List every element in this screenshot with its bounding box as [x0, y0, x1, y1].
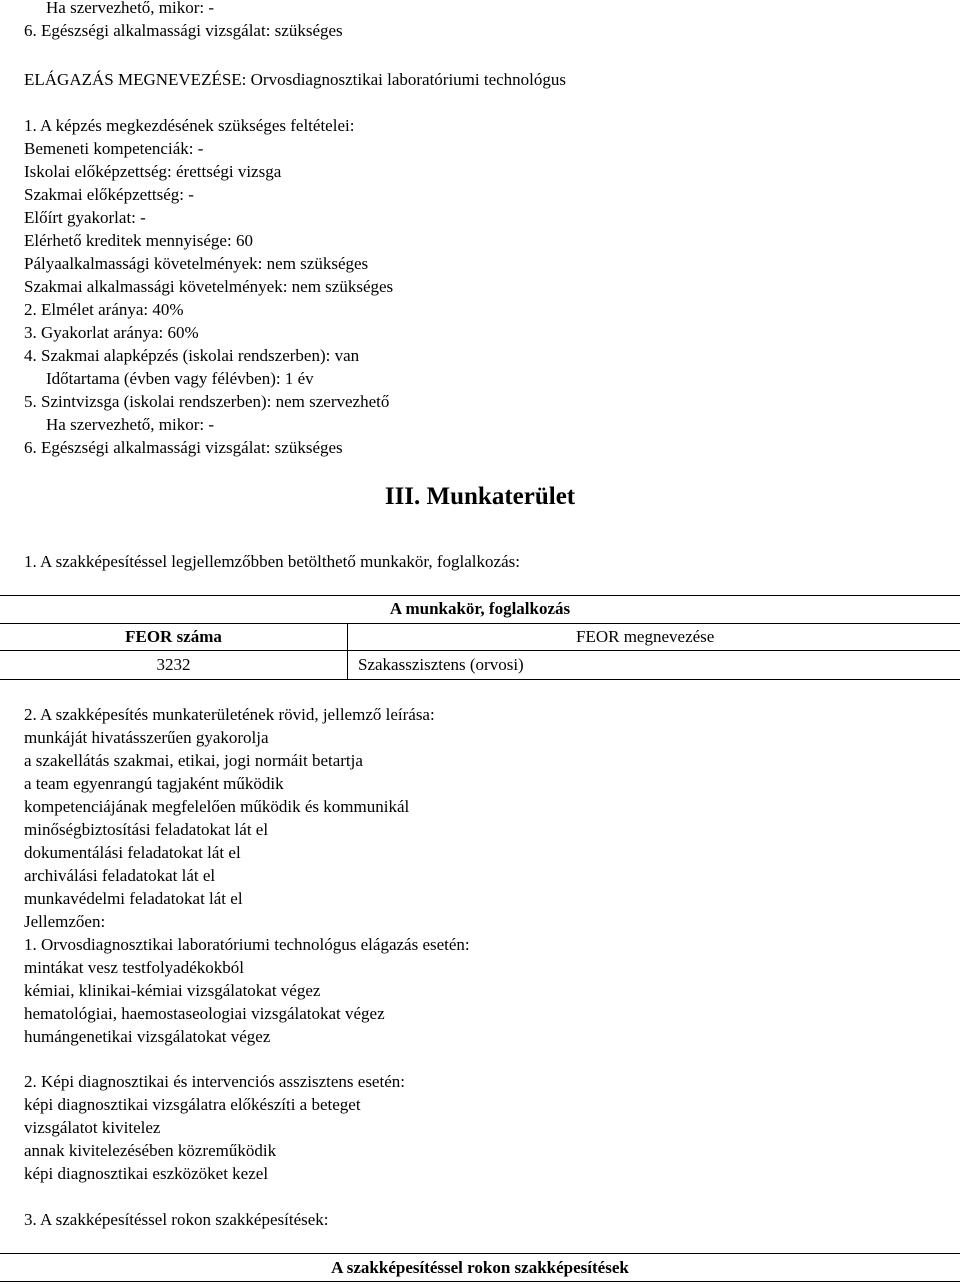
req-item: Előírt gyakorlat: - — [24, 208, 146, 227]
table-border-bottom — [0, 679, 960, 680]
req-item: 3. Gyakorlat aránya: 60% — [24, 323, 199, 342]
imaging-item: annak kivitelezésében közreműködik — [24, 1141, 277, 1160]
req-item: 1. A képzés megkezdésének szükséges feltételei: — [24, 116, 355, 135]
desc-item: hematológiai, haemostaseologiai vizsgálatokat végez — [24, 1004, 385, 1023]
section-1-heading: 1. A szakképesítéssel legjellemzőbben betölthető munkakör, foglalkozás: — [24, 552, 520, 571]
table-border-top — [0, 595, 960, 596]
desc-item: munkavédelmi feladatokat lát el — [24, 889, 243, 908]
desc-item: humángenetikai vizsgálatokat végez — [24, 1027, 271, 1046]
desc-item: a szakellátás szakmai, etikai, jogi normáit betartja — [24, 751, 363, 770]
req-item: Időtartama (évben vagy félévben): 1 év — [46, 369, 314, 388]
imaging-item: vizsgálatot kivitelez — [24, 1118, 161, 1137]
section-3-heading: 3. A szakképesítéssel rokon szakképesítések: — [24, 1210, 329, 1229]
table-divider — [0, 623, 960, 624]
req-item: 4. Szakmai alapképzés (iskolai rendszerben): van — [24, 346, 360, 365]
req-item: Ha szervezhető, mikor: - — [46, 415, 215, 434]
imaging-item: képi diagnosztikai vizsgálatra előkészíti a beteget — [24, 1095, 361, 1114]
desc-item: a team egyenrangú tagjaként működik — [24, 774, 284, 793]
imaging-item: képi diagnosztikai eszközöket kezel — [24, 1164, 269, 1183]
desc-item: Jellemzően: — [24, 912, 106, 931]
branch-heading: ELÁGAZÁS MEGNEVEZÉSE: Orvosdiagnosztikai laboratóriumi technológus — [24, 70, 567, 89]
desc-item: dokumentálási feladatokat lát el — [24, 843, 241, 862]
req-item: Pályaalkalmassági követelmények: nem szükséges — [24, 254, 369, 273]
desc-item: 1. Orvosdiagnosztikai laboratóriumi technológus elágazás esetén: — [24, 935, 470, 954]
req-item: 5. Szintvizsga (iskolai rendszerben): nem szervezhető — [24, 392, 390, 411]
req-item: 6. Egészségi alkalmassági vizsgálat: szükséges — [24, 438, 343, 457]
desc-item: minőségbiztosítási feladatokat lát el — [24, 820, 269, 839]
table-col-feor-name: FEOR megnevezése — [576, 627, 715, 646]
req-item: Szakmai előképzettség: - — [24, 185, 194, 204]
desc-item: mintákat vesz testfolyadékokból — [24, 958, 244, 977]
table-divider — [0, 650, 960, 651]
desc-item: archiválási feladatokat lát el — [24, 866, 216, 885]
table-col-feor-code: FEOR száma — [125, 627, 222, 646]
table-group-header: A munkakör, foglalkozás — [389, 599, 571, 618]
desc-item: munkáját hivatásszerűen gyakorolja — [24, 728, 269, 747]
imaging-item: 2. Képi diagnosztikai és intervenciós asszisztens esetén: — [24, 1072, 405, 1091]
req-item: 2. Elmélet aránya: 40% — [24, 300, 184, 319]
section-title: III. Munkaterület — [384, 483, 576, 510]
top-line-1: Ha szervezhető, mikor: - — [46, 0, 215, 17]
req-item: Elérhető kreditek mennyisége: 60 — [24, 231, 253, 250]
desc-item: 2. A szakképesítés munkaterületének rövid, jellemző leírása: — [24, 705, 435, 724]
req-item: Szakmai alkalmassági követelmények: nem szükséges — [24, 277, 394, 296]
table-column-divider — [347, 623, 348, 679]
table-border-bottom — [0, 1281, 960, 1282]
top-line-2: 6. Egészségi alkalmassági vizsgálat: szükséges — [24, 21, 343, 40]
req-item: Iskolai előképzettség: érettségi vizsga — [24, 162, 282, 181]
table-border-top — [0, 1253, 960, 1254]
table-cell-name: Szakasszisztens (orvosi) — [358, 655, 524, 674]
desc-item: kémiai, klinikai-kémiai vizsgálatokat végez — [24, 981, 321, 1000]
desc-item: kompetenciájának megfelelően működik és kommunikál — [24, 797, 410, 816]
related-table-header: A szakképesítéssel rokon szakképesítések — [331, 1258, 629, 1277]
table-cell-code: 3232 — [156, 655, 191, 674]
req-item: Bemeneti kompetenciák: - — [24, 139, 204, 158]
